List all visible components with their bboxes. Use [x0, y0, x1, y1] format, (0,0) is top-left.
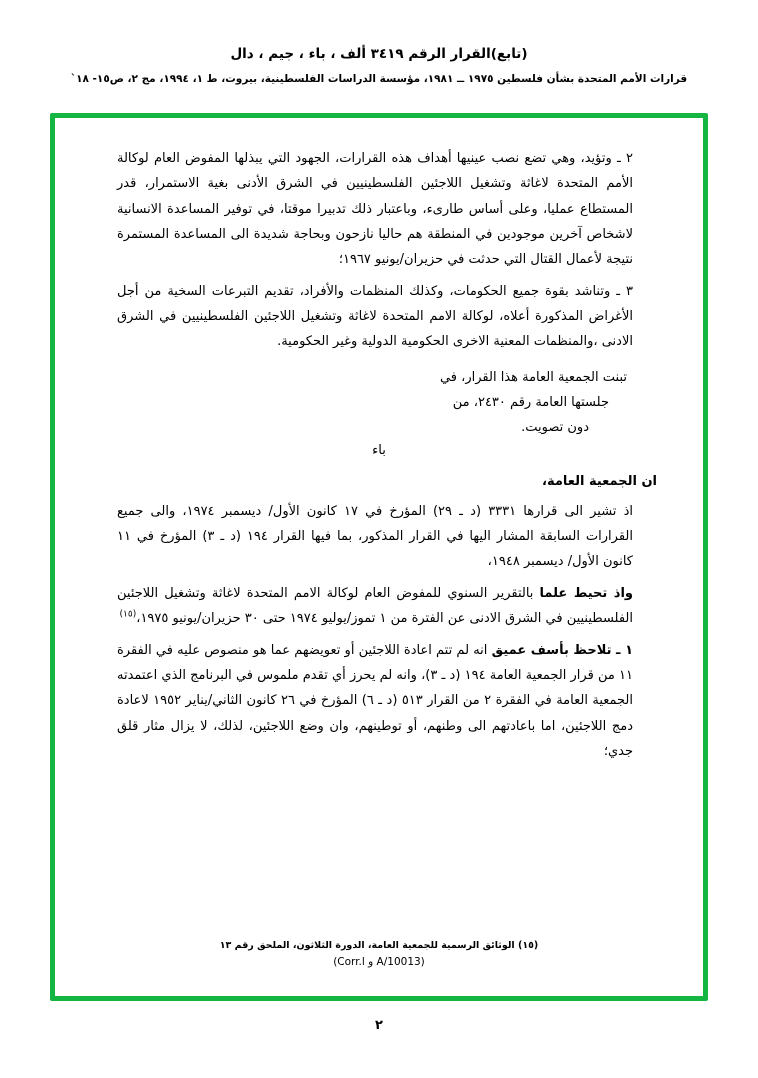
document-body — [55, 118, 703, 996]
header-subtitle: قرارات الأمم المتحدة بشأن فلسطين ١٩٧٥ ــ ١٩٨١، مؤسسة الدراسات الفلسطينية، بيروت، ط ١، ١٩٩٤، مج ٢، ص١٥- ١٨` — [70, 73, 688, 85]
paragraph-2: ٢ ـ وتؤيد، وهي تضع نصب عينيها أهداف هذه القرارات، الجهود التي يبذلها المفوض العام لوكالة الأمم المتحدة لاغاثة وتشغيل اللاجئين الفلسطينيين في الشرق الأدنى بغية الاستمرار، قدر المستطاع عمليا، وعلى أساس طارىء، وباعتبار ذلك تدبيرا موقتا، في توفير المساعدة الانسانية لاشخاص آخرين موجودين في المنطقة هم حاليا نازحون وبحاجة شديدة الى المساعدة المستمرة نتيجة لأعمال القتال التي حدثت في حزيران/يونيو ١٩٦٧؛ — [117, 151, 633, 268]
footnote-doc-symbol: (Corr.l و A/10013) — [333, 955, 425, 968]
header-title: (تابع)القرار الرقم ٣٤١٩ ألف ، باء ، جيم ، دال — [230, 46, 528, 62]
adoption-line-2: جلستها العامة رقم ٢٤٣٠، من — [452, 395, 609, 411]
adoption-line-3: دون تصويت. — [521, 420, 589, 436]
takes-note-rest: بالتقرير السنوي للمفوض العام لوكالة الامم المتحدة لاغاثة وتشغيل اللاجئين الفلسطينيين في الشرق الادنى عن الفترة من ١ تموز/يوليو ١٩٧٤ حتى ٣٠ حزيران/يونيو ١٩٧٥، — [117, 585, 633, 627]
paragraph-reference: اذ تشير الى قرارها ٣٣٣١ (د ـ ٢٩) المؤرخ في ١٧ كانون الأول/ ديسمبر ١٩٧٤، والى جميع القرارات السابقة المشار اليها في القرار المذكور، بما فيها القرار ١٩٤ (د ـ ٣) المؤرخ في ١١ كانون الأول/ ديسمبر ١٩٤٨، — [117, 503, 633, 570]
section-letter: باء — [372, 442, 386, 458]
paragraph-1-lead: ١ ـ تلاحظ بأسف عميق — [491, 642, 633, 658]
footnote-area — [101, 940, 657, 979]
adoption-note — [101, 365, 657, 441]
page-header — [0, 0, 758, 85]
paragraph-1 — [101, 638, 657, 765]
footnote-marker-15: (١٥) — [119, 609, 137, 620]
paragraph-takes-note — [101, 581, 657, 632]
section-title: ان الجمعية العامة، — [542, 473, 657, 489]
paragraph-1-rest: انه لم تتم اعادة اللاجئين أو تعويضهم عما هو منصوص عليه في الفقرة ١١ من قرار الجمعية العامة ١٩٤ (د ـ ٣)، وانه لم يحرز أي تقدم ملموس في البرنامج الذي اعتمدته الجمعية العامة في الفقرة ٢ من القرار ٥١٣ (د ـ ٦) المؤرخ في ٢٦ كانون الثاني/يناير ١٩٥٢ لاعادة دمج اللاجئين، اما باعادتهم الى وطنهم، أو توطينهم، وان وضع اللاجئين، لذلك، لا يزال مثار قلق جدي؛ — [117, 642, 634, 759]
takes-note-lead: واذ تحيط علما — [539, 585, 633, 601]
footnote-15: (١٥) الوثائق الرسمية للجمعية العامة، الدورة الثلاثون، الملحق رقم ١٣ — [219, 939, 539, 951]
adoption-line-1: تبنت الجمعية العامة هذا القرار، في — [439, 369, 627, 385]
green-border-frame — [50, 113, 708, 1001]
paragraph-3: ٣ ـ وتناشد بقوة جميع الحكومات، وكذلك المنظمات والأفراد، تقديم التبرعات السخية من أجل الأغراض المذكورة أعلاه، لوكالة الامم المتحدة لاغاثة وتشغيل اللاجئين الفلسطينيين في الشرق الادنى ،والمنظمات المعنية الاخرى الحكومية الدولية وغير الحكومية. — [117, 283, 633, 350]
page-number: ٢ — [375, 1018, 383, 1033]
